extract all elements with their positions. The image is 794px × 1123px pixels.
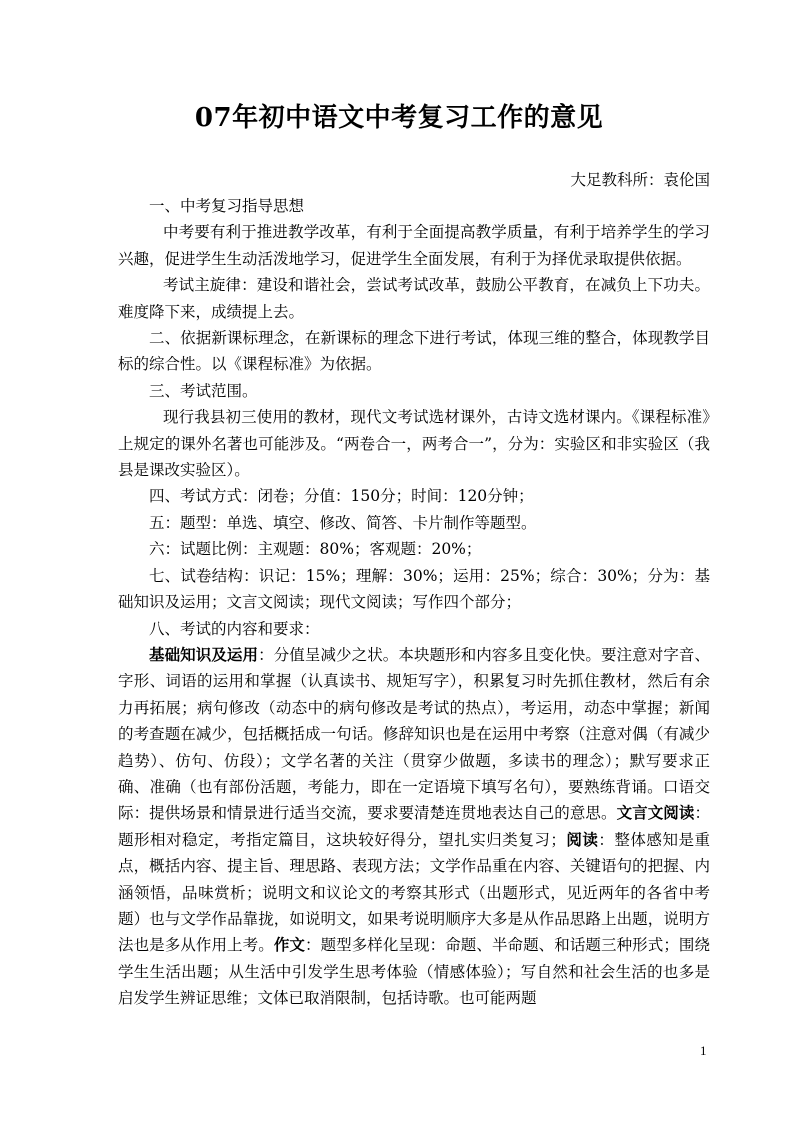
section-1-paragraph-2: 考试主旋律：建设和谐社会，尝试考试改革，鼓励公平教育，在减负上下功夫。难度降下来，成绩提上去。 xyxy=(118,276,710,321)
section-1-heading: 一、中考复习指导思想 xyxy=(149,197,305,215)
author-line: 大足教科所：袁伦国 xyxy=(570,171,710,189)
section-3-heading: 三、考试范围。 xyxy=(149,381,258,400)
composition-label: 作文 xyxy=(273,935,305,955)
section-4-exam-format: 四、考试方式：闭卷；分值：150分；时间：120分钟； xyxy=(149,487,534,506)
section-2-paragraph: 二、依据新课标理念，在新课标的理念下进行考试，体现三维的整合，体现教学目标的综合性。以《课程标准》为依据。 xyxy=(118,329,710,374)
section-3-paragraph: 现行我县初三使用的教材，现代文考试选材课外，古诗文选材课内。《课程标准》上规定的课外名著也可能涉及。“两卷合一，两考合一”，分为：实验区和非实验区（我县是课改实验区）。 xyxy=(118,408,710,480)
document-body xyxy=(118,193,710,1012)
basic-knowledge-label: 基础知识及运用 xyxy=(149,644,259,664)
reading-label: 阅读 xyxy=(565,829,599,849)
section-8-content-paragraph xyxy=(118,642,710,1012)
composition-text: ：题型多样化呈现：命题、半命题、和话题三种形式；围绕学生生活出题；从生活中引发学生思考体验（情感体验）；写自然和社会生活的也多是启发学生辨证思维；文体已取消限制，包括诗歌。也可能两题 xyxy=(118,936,710,1008)
reading-text: ：整体感知是重点，概括内容、提主旨、理思路、表现方法；文学作品重在内容、关键语句的把握、内涵领悟，品味赏析；说明文和议论文的考察其形式（出题形式，见近两年的各省中考题）也与文学作品靠拢，如说明文，如果考说明顺序大多是从作品思路上出题，说明方法也是多从作用上考。 xyxy=(118,830,710,955)
section-6-question-ratio: 六：试题比例：主观题：80%；客观题：20%； xyxy=(149,540,482,559)
classical-chinese-label: 文言文阅读 xyxy=(616,803,695,823)
basic-knowledge-text: ：分值呈减少之状。本块题形和内容多且变化快。要注意对字音、字形、词语的运用和掌握（认真读书、规矩写字），积累复习时先抓住教材，然后有余力再拓展；病句修改（动态中的病句修改是考试的热点），考运用，动态中掌握；新闻的考查题在减少，包括概括成一句话。修辞知识也是在运用中考察（注意对偶（有减少趋势）、仿句、仿段）；文学名著的关注（贯穿少做题，多读书的理念）；默写要求正确、准确（也有部份活题，考能力，即在一定语境下填写名句），要熟练背诵。口语交际：提供场景和情景进行适当交流，要求要清楚连贯地表达自己的意思。 xyxy=(118,645,710,823)
classical-chinese-text: ：题形相对稳定，考指定篇目，这块较好得分，望扎实归类复习； xyxy=(118,804,710,849)
section-1-paragraph-1: 中考要有利于推进教学改革，有利于全面提高教学质量，有利于培养学生的学习兴趣，促进学生生动活泼地学习，促进学生全面发展，有利于为择优录取提供依据。 xyxy=(118,223,710,268)
section-8-heading: 八、考试的内容和要求： xyxy=(149,619,320,638)
section-7-paper-structure: 七、试卷结构：识记：15%；理解：30%；运用：25%；综合：30%；分为：基础知识及运用；文言文阅读；现代文阅读；写作四个部分； xyxy=(118,566,710,612)
page-title: 07年初中语文中考复习工作的意见 xyxy=(194,103,604,133)
page-number: 1 xyxy=(700,1043,707,1058)
section-5-question-types: 五：题型：单选、填空、修改、简答、卡片制作等题型。 xyxy=(149,513,537,532)
